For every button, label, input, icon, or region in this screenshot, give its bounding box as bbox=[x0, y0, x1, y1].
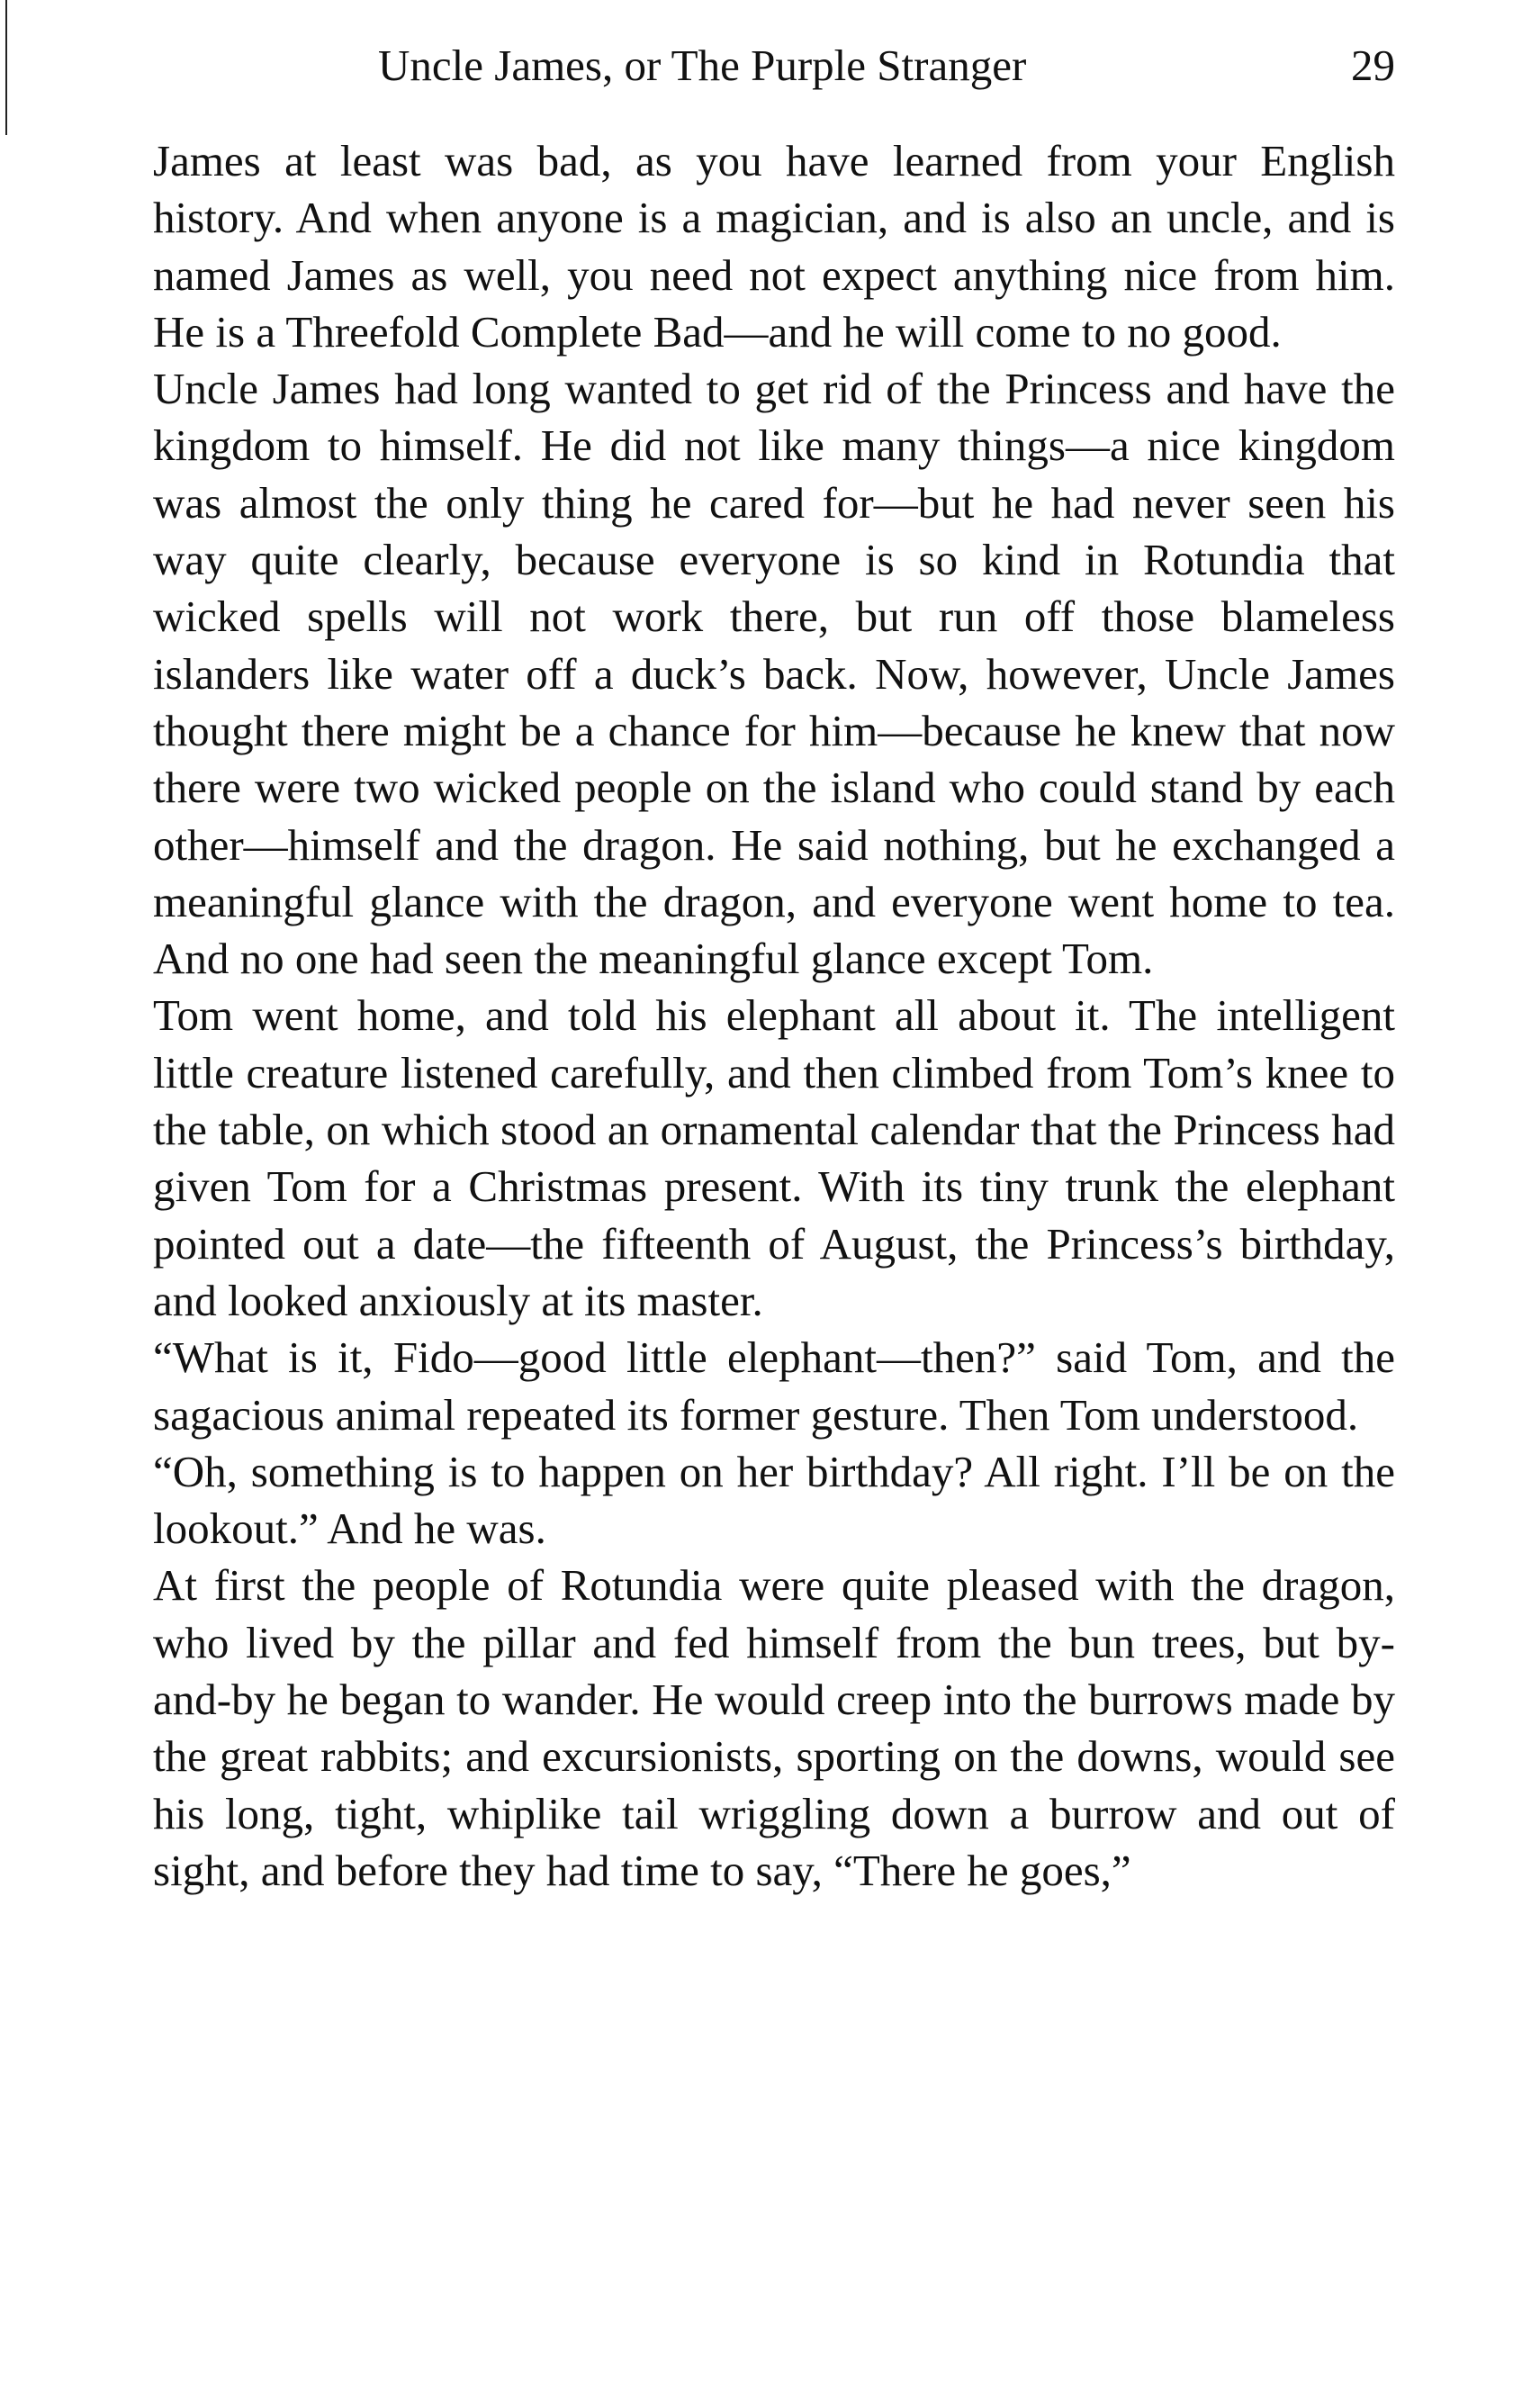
page-edge-line bbox=[5, 0, 7, 135]
paragraph: Tom went home, and told his elephant all about it. The intelligent little creature listened carefully, and then climbed from Tom’s knee to the table, on which stood an ornamental calendar that the Princess had given Tom for a Christmas present. With its tiny trunk the elephant pointed out a date—the fifteenth of August, the Princess’s birthday, and looked anxiously at its master. bbox=[153, 990, 1395, 1325]
paragraph: At first the people of Rotundia were quite pleased with the dragon, who lived by the pillar and fed himself from the bun trees, but by-and-by he began to wander. He would creep into the burrows made by the great rabbits; and excursionists, sporting on the downs, would see his long, tight, whiplike tail wriggling down a burrow and out of sight, and before they had time to say, “There he goes,” bbox=[153, 1560, 1395, 1895]
paragraph: Uncle James had long wanted to get rid of the Princess and have the kingdom to himself. He did not like many things—a nice kingdom was almost the only thing he cared for—but he had never seen his way quite clearly, because everyone is so kind in Rotundia that wicked spells will not work there, but run off those blameless islanders like water off a duck’s back. Now, however, Uncle James thought there might be a chance for him—because he knew that now there were two wicked people on the island who could stand by each other—himself and the dragon. He said nothing, but he exchanged a meaningful glance with the dragon, and everyone went home to tea. And no one had seen the meaningful glance except Tom. bbox=[153, 364, 1395, 984]
body-text bbox=[153, 132, 1395, 1899]
paragraph: James at least was bad, as you have learned from your English history. And when anyone is a magician, and is also an uncle, and is named James as well, you need not expect anything nice from him. He is a Threefold Complete Bad—and he will come to no good. bbox=[153, 136, 1395, 357]
running-head-title: Uncle James, or The Purple Stranger bbox=[378, 41, 1027, 90]
running-head bbox=[153, 34, 1395, 97]
paragraph: “What is it, Fido—good little elephant—then?” said Tom, and the sagacious animal repeated its former gesture. Then Tom understood. bbox=[153, 1332, 1395, 1440]
paragraph: “Oh, something is to happen on her birthday? All right. I’ll be on the lookout.” And he was. bbox=[153, 1446, 1395, 1554]
page-number: 29 bbox=[1351, 41, 1395, 90]
